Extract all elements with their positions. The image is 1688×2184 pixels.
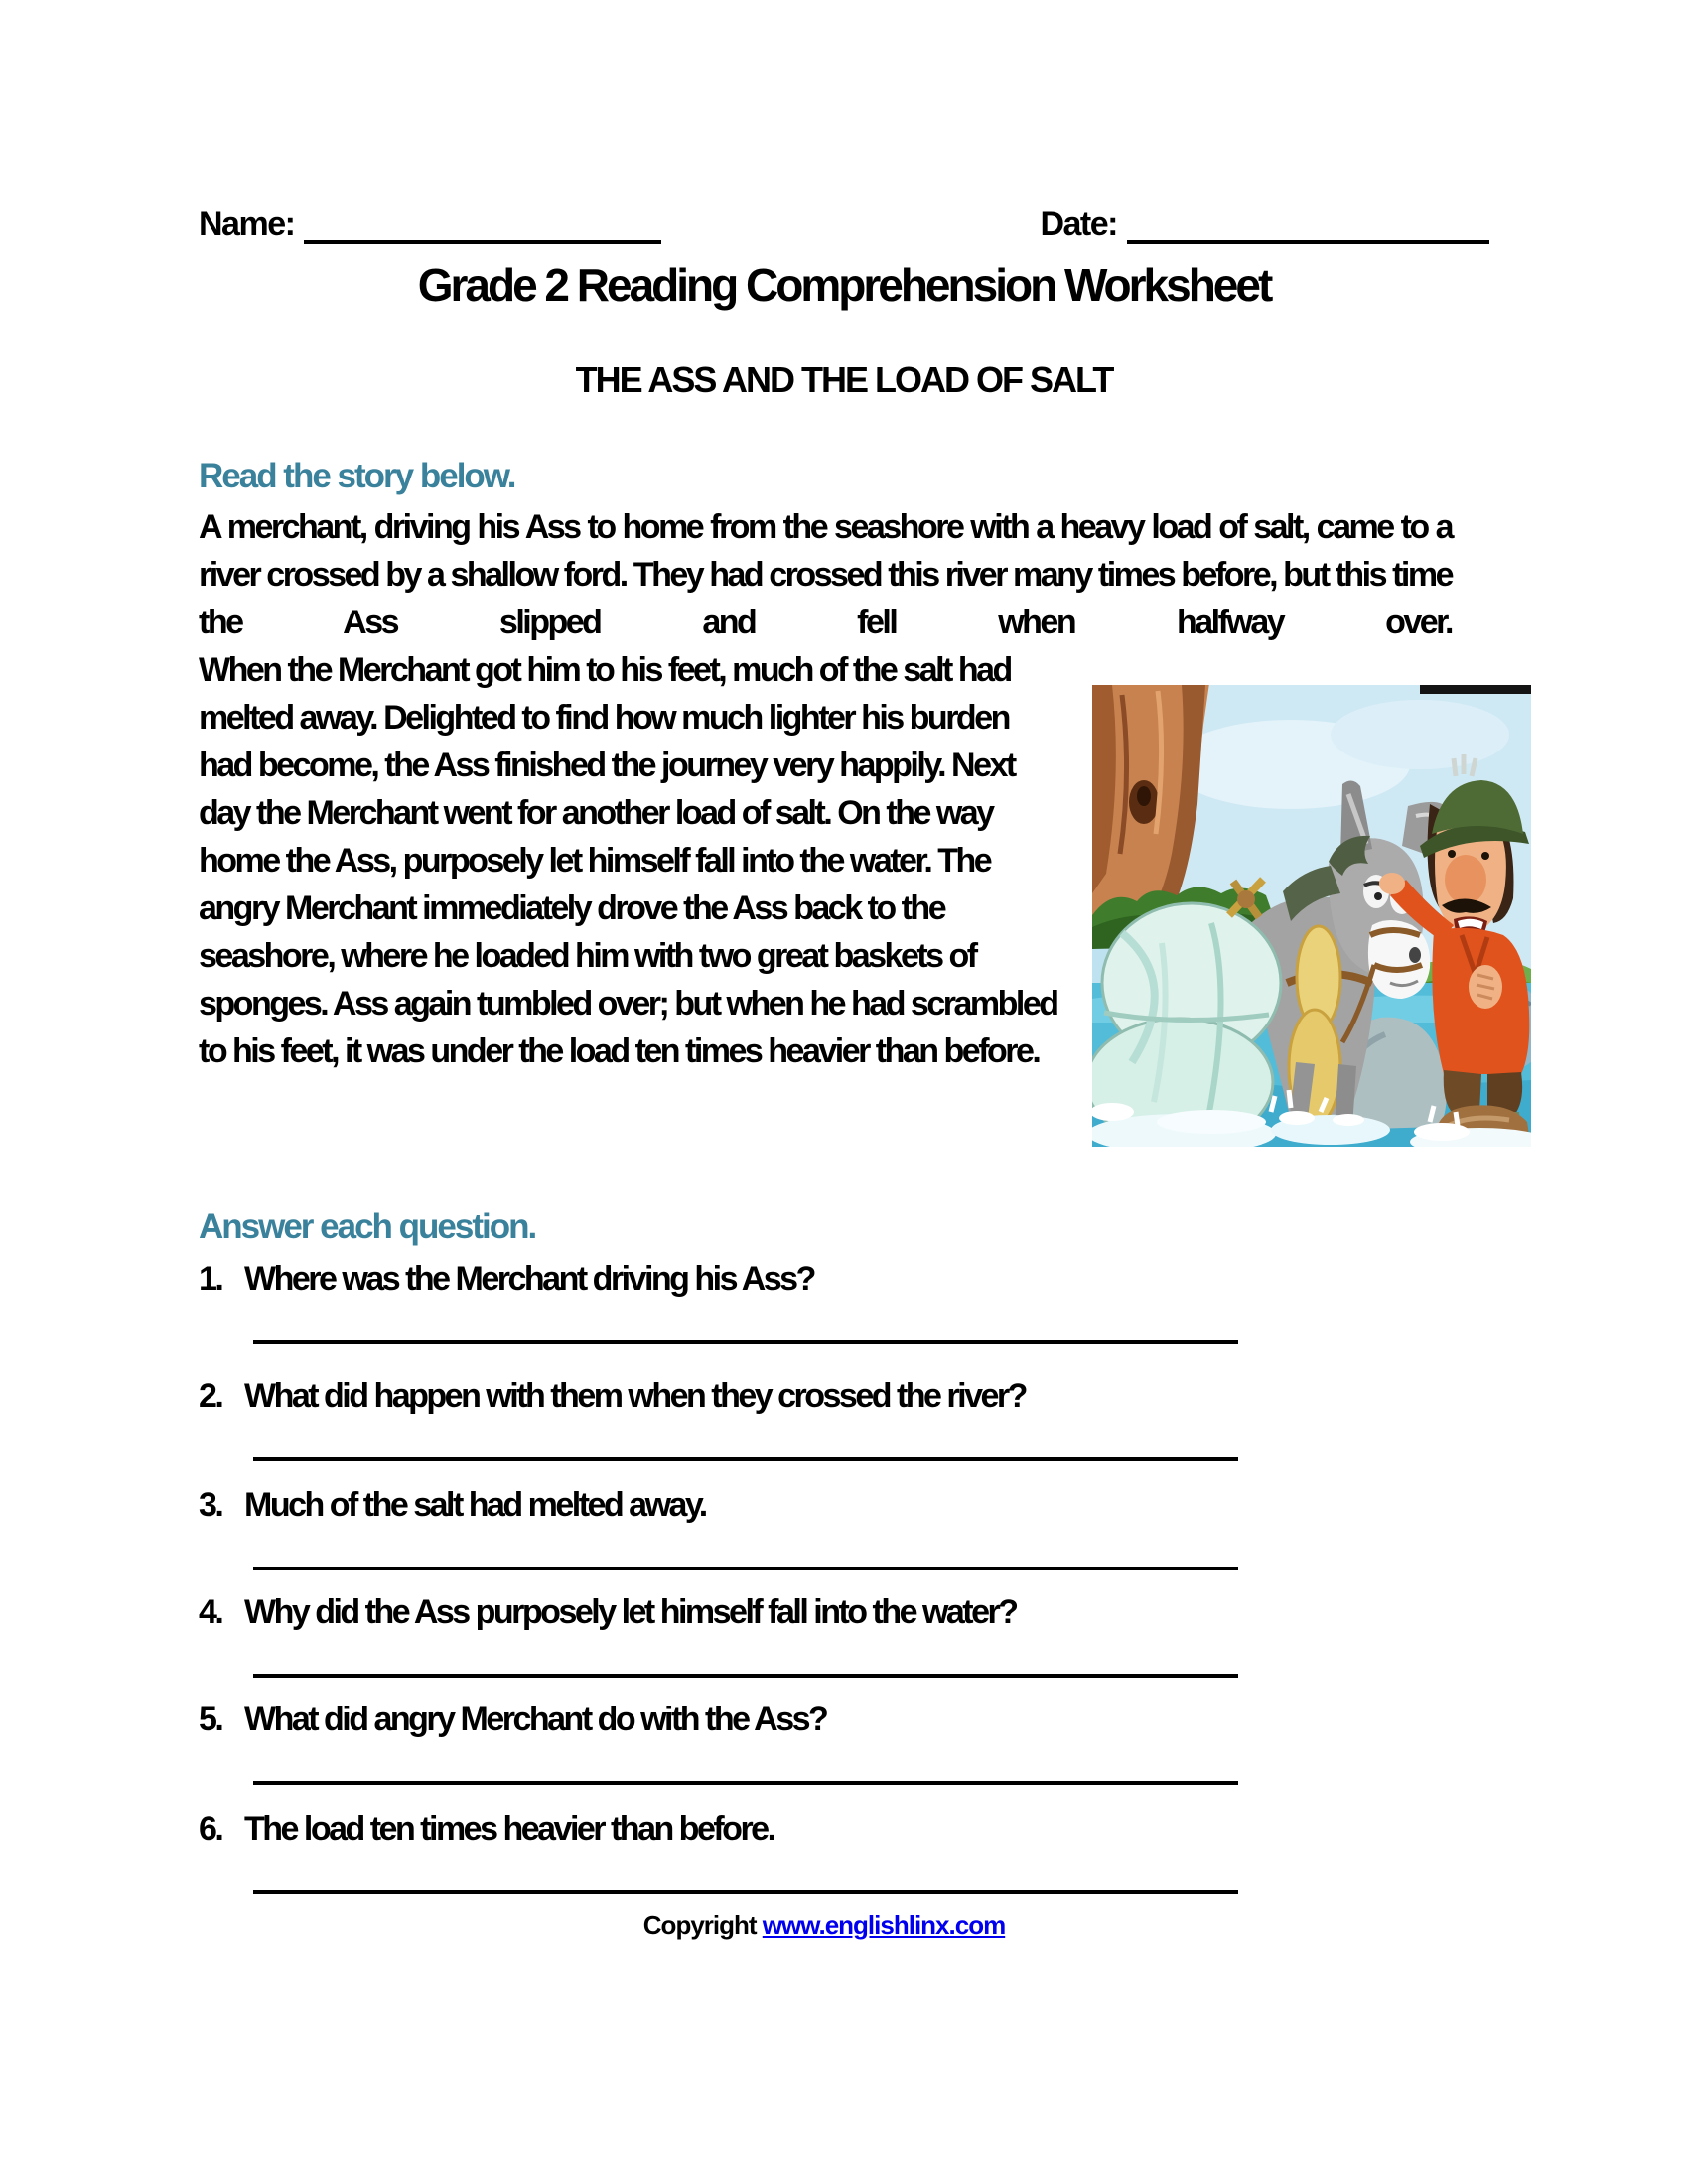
story-paragraph-part1: A merchant, driving his Ass to home from the seashore with a heavy load of salt, came to a river crossed by a shallow ford. They had crossed this river many times before, but this time the Ass slipped and fell when halfway over.: [199, 508, 1452, 641]
story-paragraph-part2: When the Merchant got him to his feet, much of the salt had melted away. Delighted to find how much lighter his burden had become, the Ass finished the journey very happily. Next day the Merchant went for another load of salt. On the way home the Ass, purposely let himself fall into the water. The angry Merchant immediately drove the Ass back to the seashore, where he loaded him with two great baskets of sponges. Ass again tumbled over; but when he had scrambled to his feet, it was under the load ten times heavier than before.: [199, 651, 1057, 1070]
question-2-number: 2.: [199, 1377, 222, 1415]
question-2-text: What did happen with them when they crossed the river?: [244, 1377, 1026, 1415]
question-3-text: Much of the salt had melted away.: [244, 1486, 706, 1524]
story-title: THE ASS AND THE LOAD OF SALT: [575, 359, 1113, 400]
date-input-line[interactable]: [1127, 205, 1489, 244]
question-3-number: 3.: [199, 1486, 222, 1524]
story-illustration-image: [1092, 685, 1531, 1147]
question-1-number: 1.: [199, 1260, 222, 1297]
question-4: [199, 1592, 1460, 1688]
answer-questions-heading: Answer each question.: [199, 1207, 536, 1246]
question-5: [199, 1700, 1460, 1795]
name-label: Name:: [199, 205, 295, 243]
header-row: [199, 205, 1489, 244]
copyright-line: [199, 1910, 1450, 1941]
question-1-text: Where was the Merchant driving his Ass?: [244, 1260, 814, 1297]
date-field-group: [1040, 205, 1489, 244]
question-3: [199, 1485, 1460, 1580]
question-1-answer-line[interactable]: [253, 1340, 1238, 1344]
copyright-label: Copyright: [642, 1910, 763, 1940]
question-6-number: 6.: [199, 1810, 222, 1847]
question-5-text: What did angry Merchant do with the Ass?: [244, 1701, 827, 1738]
question-6: [199, 1809, 1460, 1904]
question-6-text: The load ten times heavier than before.: [244, 1810, 774, 1847]
question-6-answer-line[interactable]: [253, 1890, 1238, 1894]
read-story-heading: Read the story below.: [199, 457, 515, 495]
name-field-group: [199, 205, 661, 244]
question-2: [199, 1376, 1460, 1471]
englishlinx-link[interactable]: www.englishlinx.com: [762, 1910, 1006, 1940]
question-5-number: 5.: [199, 1701, 222, 1738]
question-5-answer-line[interactable]: [253, 1781, 1238, 1785]
question-2-answer-line[interactable]: [253, 1457, 1238, 1461]
question-4-text: Why did the Ass purposely let himself fall into the water?: [244, 1593, 1017, 1631]
page-title: Grade 2 Reading Comprehension Worksheet: [417, 259, 1271, 311]
question-3-answer-line[interactable]: [253, 1567, 1238, 1570]
name-input-line[interactable]: [304, 205, 661, 244]
question-1: [199, 1259, 1460, 1354]
date-label: Date:: [1040, 205, 1117, 243]
question-4-number: 4.: [199, 1593, 222, 1631]
story-illustration: [1092, 685, 1531, 1147]
question-4-answer-line[interactable]: [253, 1674, 1238, 1678]
